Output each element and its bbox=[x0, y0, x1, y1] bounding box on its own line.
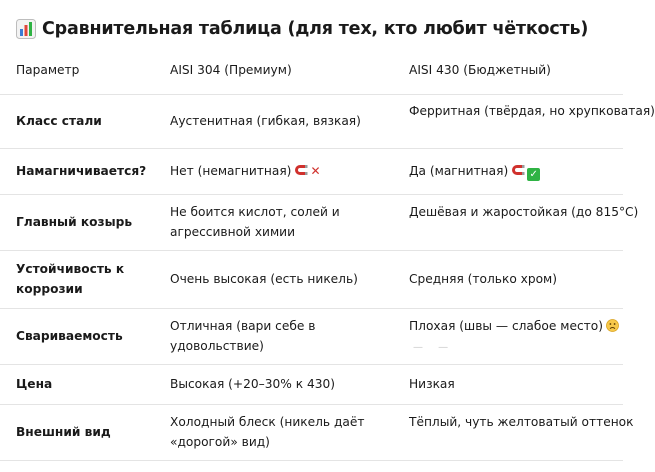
table-row bbox=[0, 194, 623, 250]
column-header-aisi430: AISI 430 (Бюджетный) bbox=[394, 47, 623, 94]
cell-aisi304: Холодный блеск (никель даёт «дорогой» вид) bbox=[154, 404, 394, 460]
cell-text: Ферритная (твёрдая, но хрупковатая) bbox=[409, 104, 655, 118]
cell-aisi430: Средняя (только хром) bbox=[394, 250, 623, 308]
check-mark-icon: ✓ bbox=[527, 168, 540, 181]
sad-face-icon bbox=[606, 319, 619, 332]
cell-aisi304 bbox=[154, 148, 394, 194]
cell-aisi430: Низкая bbox=[394, 364, 623, 404]
comparison-table bbox=[0, 47, 655, 461]
page-heading bbox=[16, 14, 588, 44]
cell-text: Нет (немагнитная) bbox=[170, 164, 292, 178]
cell-text: Да (магнитная) bbox=[409, 164, 509, 178]
cell-aisi430 bbox=[394, 194, 639, 250]
cell-text: Плохая (швы — слабое место) bbox=[409, 319, 603, 333]
cell-text: Тёплый, чуть желтоватый оттенок bbox=[409, 415, 634, 429]
table-row bbox=[0, 148, 623, 194]
row-label: Намагничивается? bbox=[0, 148, 154, 194]
table-header-row bbox=[0, 47, 623, 94]
cell-aisi430 bbox=[394, 94, 655, 148]
cell-text: Дешёвая и жаростойкая (до 815°C) bbox=[409, 205, 639, 219]
cell-aisi304: Отличная (вари себе в удовольствие) bbox=[154, 308, 394, 364]
cell-aisi304: Не боится кислот, солей и агрессивной химии bbox=[154, 194, 394, 250]
row-label: Внешний вид bbox=[0, 404, 154, 460]
row-label: Устойчивость к коррозии bbox=[0, 250, 154, 308]
magnet-icon bbox=[295, 164, 308, 176]
table-row bbox=[0, 404, 623, 460]
magnet-icon bbox=[512, 164, 525, 176]
table-row bbox=[0, 250, 623, 308]
page-title: Сравнительная таблица (для тех, кто любит чёткость) bbox=[42, 19, 589, 39]
column-header-parameter: Параметр bbox=[0, 47, 154, 94]
table-row bbox=[0, 364, 623, 404]
table-row bbox=[0, 94, 623, 148]
row-label: Свариваемость bbox=[0, 308, 154, 364]
cross-mark-icon: ✕ bbox=[310, 164, 321, 178]
decorative-dashes: — — bbox=[413, 342, 455, 353]
cell-aisi430 bbox=[394, 148, 623, 194]
cell-text-wrap bbox=[409, 319, 619, 333]
cell-aisi304: Аустенитная (гибкая, вязкая) bbox=[154, 94, 394, 148]
cell-aisi430 bbox=[394, 308, 623, 364]
row-label: Главный козырь bbox=[0, 194, 154, 250]
table-row bbox=[0, 308, 623, 364]
cell-aisi304: Высокая (+20–30% к 430) bbox=[154, 364, 394, 404]
cell-aisi430 bbox=[394, 404, 634, 460]
column-header-aisi304: AISI 304 (Премиум) bbox=[154, 47, 394, 94]
cell-aisi304: Очень высокая (есть никель) bbox=[154, 250, 394, 308]
bar-chart-icon bbox=[16, 19, 36, 39]
row-label: Цена bbox=[0, 364, 154, 404]
row-label: Класс стали bbox=[0, 94, 154, 148]
